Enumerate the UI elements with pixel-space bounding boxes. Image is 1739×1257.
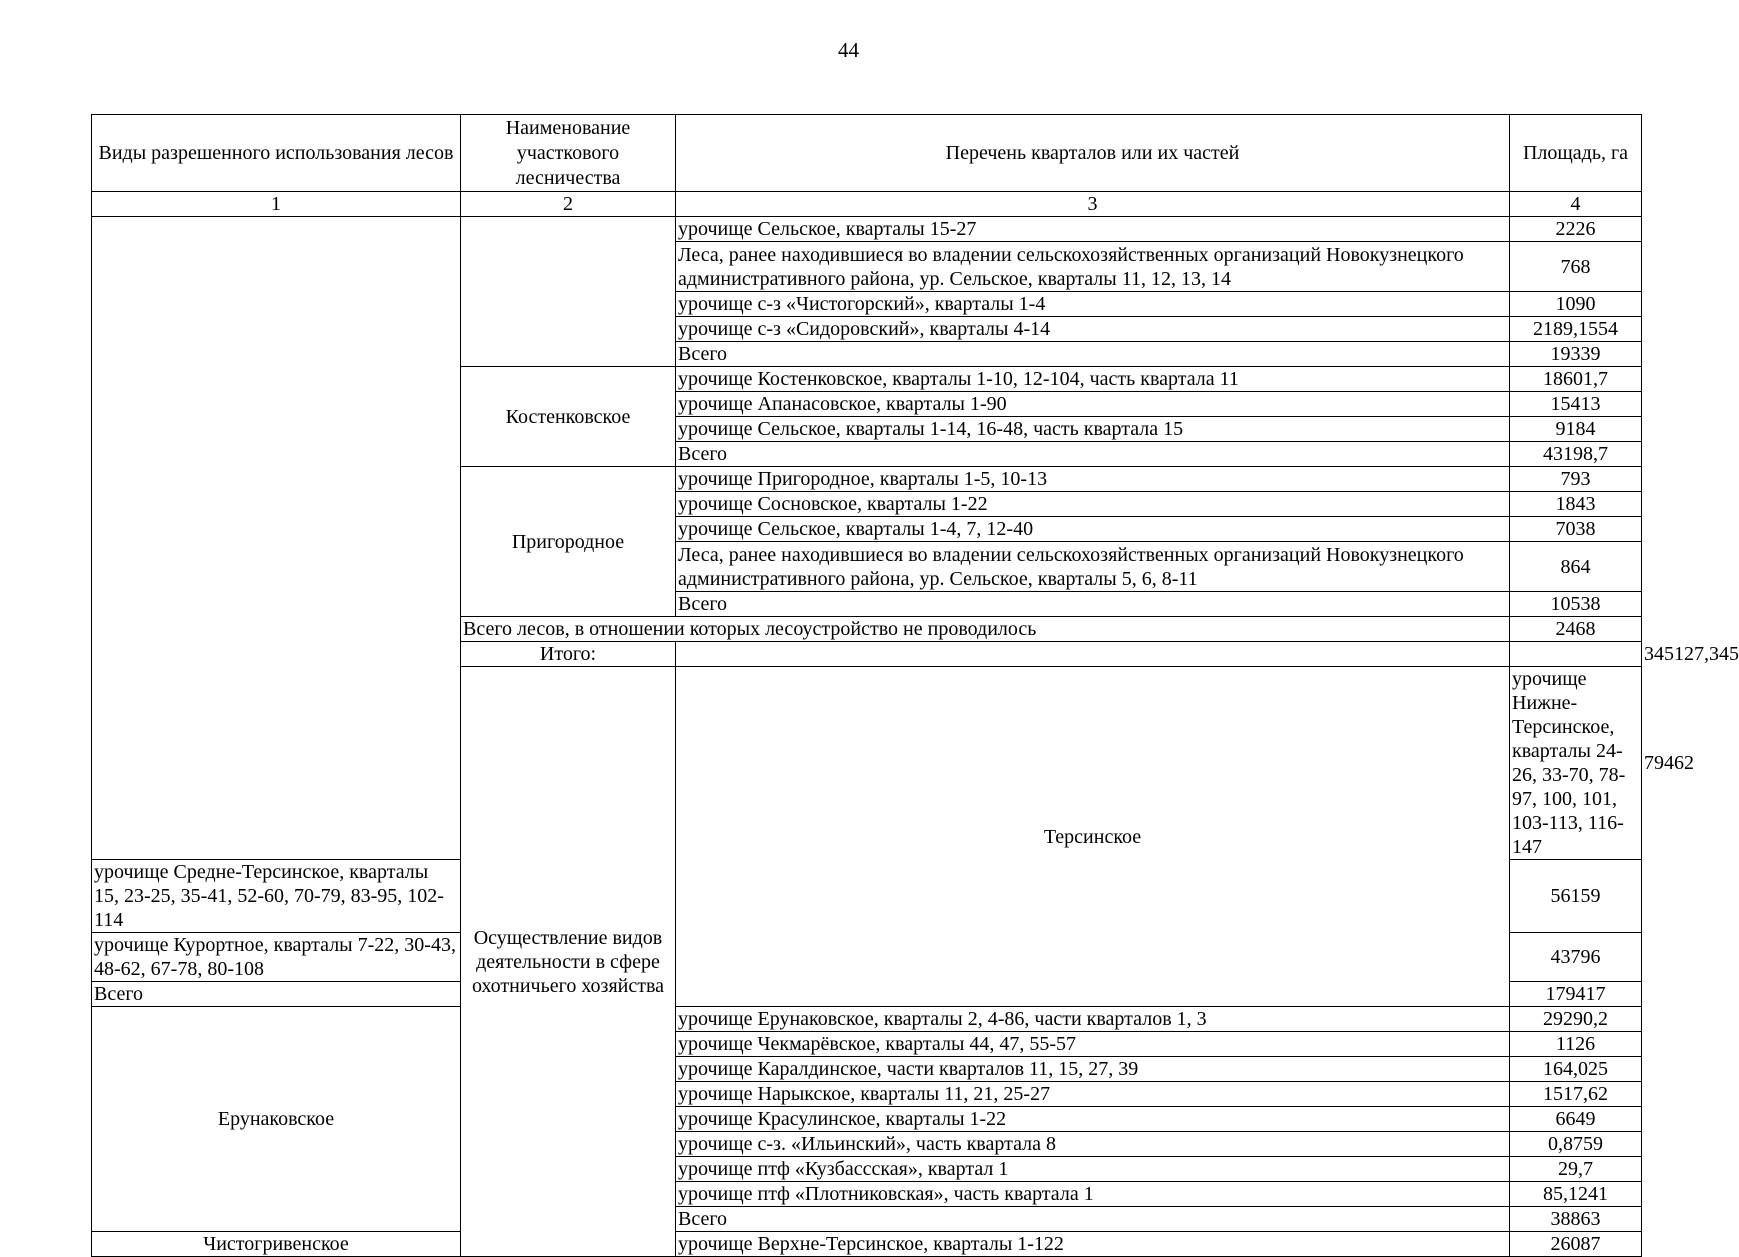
area-value: 7038	[1510, 517, 1642, 542]
total-label: Итого:	[461, 642, 676, 667]
area-value: 56159	[1510, 860, 1642, 933]
quarter-description: Леса, ранее находившиеся во владении сельскохозяйственных организаций Новокузнецкого административного района, ур. Сельское, кварталы 11, 12, 13, 14	[676, 242, 1510, 292]
column-number: 4	[1510, 192, 1642, 217]
empty-cell	[676, 642, 1510, 667]
subtotal-label: Всего	[676, 442, 1510, 467]
quarter-description: урочище Костенковское, кварталы 1-10, 12-104, часть квартала 11	[676, 367, 1510, 392]
page-number: 44	[838, 38, 859, 62]
quarter-description: урочище птф «Кузбассская», квартал 1	[676, 1157, 1510, 1182]
area-value: 1843	[1510, 492, 1642, 517]
subtotal-value: 19339	[1510, 342, 1642, 367]
area-value: 43796	[1510, 933, 1642, 982]
subtotal-label: Всего	[676, 592, 1510, 617]
area-value: 29290,2	[1510, 1007, 1642, 1032]
quarter-description: урочище Курортное, кварталы 7-22, 30-43, 48-62, 67-78, 80-108	[92, 933, 461, 982]
subtotal-value: 179417	[1510, 982, 1642, 1007]
table-row	[92, 1007, 1642, 1032]
area-value: 1126	[1510, 1032, 1642, 1057]
use-type-hunting: Осуществление видов деятельности в сфере охотничьего хозяйства	[461, 667, 676, 1257]
forestry-name-erunakovskoe: Ерунаковское	[92, 1007, 461, 1232]
area-value: 2226	[1510, 217, 1642, 242]
column-number: 1	[92, 192, 461, 217]
quarter-description: урочище Сельское, кварталы 1-4, 7, 12-40	[676, 517, 1510, 542]
area-value: 1517,62	[1510, 1082, 1642, 1107]
header-quarters-list: Перечень кварталов или их частей	[676, 115, 1510, 192]
quarter-description: урочище Верхне-Терсинское, кварталы 1-122	[676, 1232, 1510, 1257]
area-value: 6649	[1510, 1107, 1642, 1132]
area-value: 15413	[1510, 392, 1642, 417]
area-value: 1090	[1510, 292, 1642, 317]
area-value: 29,7	[1510, 1157, 1642, 1182]
quarter-description: урочище Ерунаковское, кварталы 2, 4-86, части кварталов 1, 3	[676, 1007, 1510, 1032]
table-header-row	[92, 115, 1642, 192]
quarter-description: урочище Апанасовское, кварталы 1-90	[676, 392, 1510, 417]
table-row	[92, 1232, 1642, 1257]
no-forest-management-label: Всего лесов, в отношении которых лесоустройство не проводилось	[461, 617, 1510, 642]
quarter-description: урочище Сосновское, кварталы 1-22	[676, 492, 1510, 517]
quarter-description: урочище Нижне-Терсинское, кварталы 24-26, 33-70, 78-97, 100, 101, 103-113, 116-147	[1510, 667, 1642, 860]
quarter-description: урочище с-з. «Ильинский», часть квартала 8	[676, 1132, 1510, 1157]
area-value: 26087	[1510, 1232, 1642, 1257]
column-number: 2	[461, 192, 676, 217]
quarter-description: урочище Чекмарёвское, кварталы 44, 47, 55-57	[676, 1032, 1510, 1057]
header-area: Площадь, га	[1510, 115, 1642, 192]
forestry-name-kostenkovskoe: Костенковское	[461, 367, 676, 467]
quarter-description: урочище с-з «Чистогорский», кварталы 1-4	[676, 292, 1510, 317]
area-value: 2189,1554	[1510, 317, 1642, 342]
quarter-description: Леса, ранее находившиеся во владении сельскохозяйственных организаций Новокузнецкого административного района, ур. Сельское, кварталы 5, 6, 8-11	[676, 542, 1510, 592]
area-value: 864	[1510, 542, 1642, 592]
quarter-description: урочище птф «Плотниковская», часть квартала 1	[676, 1182, 1510, 1207]
subtotal-label: Всего	[676, 342, 1510, 367]
forestry-name-chistogrivenskoe: Чистогривенское	[92, 1232, 461, 1257]
area-value: 2468	[1510, 617, 1642, 642]
forest-use-table	[91, 114, 1739, 1257]
header-use-type: Виды разрешенного использования лесов	[92, 115, 461, 192]
quarter-description: урочище Каралдинское, части кварталов 11, 15, 27, 39	[676, 1057, 1510, 1082]
subtotal-label: Всего	[676, 1207, 1510, 1232]
quarter-description: урочище Пригородное, кварталы 1-5, 10-13	[676, 467, 1510, 492]
subtotal-value: 10538	[1510, 592, 1642, 617]
table-row: Осуществление видов деятельности в сфере охотничьего хозяйства Терсинское урочище Нижне-Терсинское, кварталы 24-26, 33-70, 78-97, 100, 101, 103-113, 116-147 79462	[92, 667, 1642, 860]
header-forestry-name: Наименование участкового лесничества	[461, 115, 676, 192]
column-number: 3	[676, 192, 1510, 217]
quarter-description: урочище Сельское, кварталы 1-14, 16-48, часть квартала 15	[676, 417, 1510, 442]
area-value: 18601,7	[1510, 367, 1642, 392]
forestry-name-tersinskoe: Терсинское	[676, 667, 1510, 1007]
forestry-cell-continued	[461, 217, 676, 367]
quarter-description: урочище Нарыкское, кварталы 11, 21, 25-27	[676, 1082, 1510, 1107]
forestry-name-prigorodnoe: Пригородное	[461, 467, 676, 617]
quarter-description: урочище Средне-Терсинское, кварталы 15, 23-25, 35-41, 52-60, 70-79, 83-95, 102-114	[92, 860, 461, 933]
area-value: 0,8759	[1510, 1132, 1642, 1157]
area-value: 793	[1510, 467, 1642, 492]
area-value: 768	[1510, 242, 1642, 292]
area-value: 164,025	[1510, 1057, 1642, 1082]
quarter-description: урочище Красулинское, кварталы 1-22	[676, 1107, 1510, 1132]
table-row	[92, 217, 1642, 242]
area-value: 85,1241	[1510, 1182, 1642, 1207]
subtotal-value: 43198,7	[1510, 442, 1642, 467]
subtotal-value: 38863	[1510, 1207, 1642, 1232]
quarter-description: урочище Сельское, кварталы 15-27	[676, 217, 1510, 242]
empty-cell	[1510, 642, 1642, 667]
total-row: Итого: 345127,345	[92, 642, 1642, 667]
subtotal-label: Всего	[92, 982, 461, 1007]
use-type-cell-continued	[92, 217, 461, 860]
column-number-row	[92, 192, 1642, 217]
quarter-description: урочище с-з «Сидоровский», кварталы 4-14	[676, 317, 1510, 342]
area-value: 9184	[1510, 417, 1642, 442]
